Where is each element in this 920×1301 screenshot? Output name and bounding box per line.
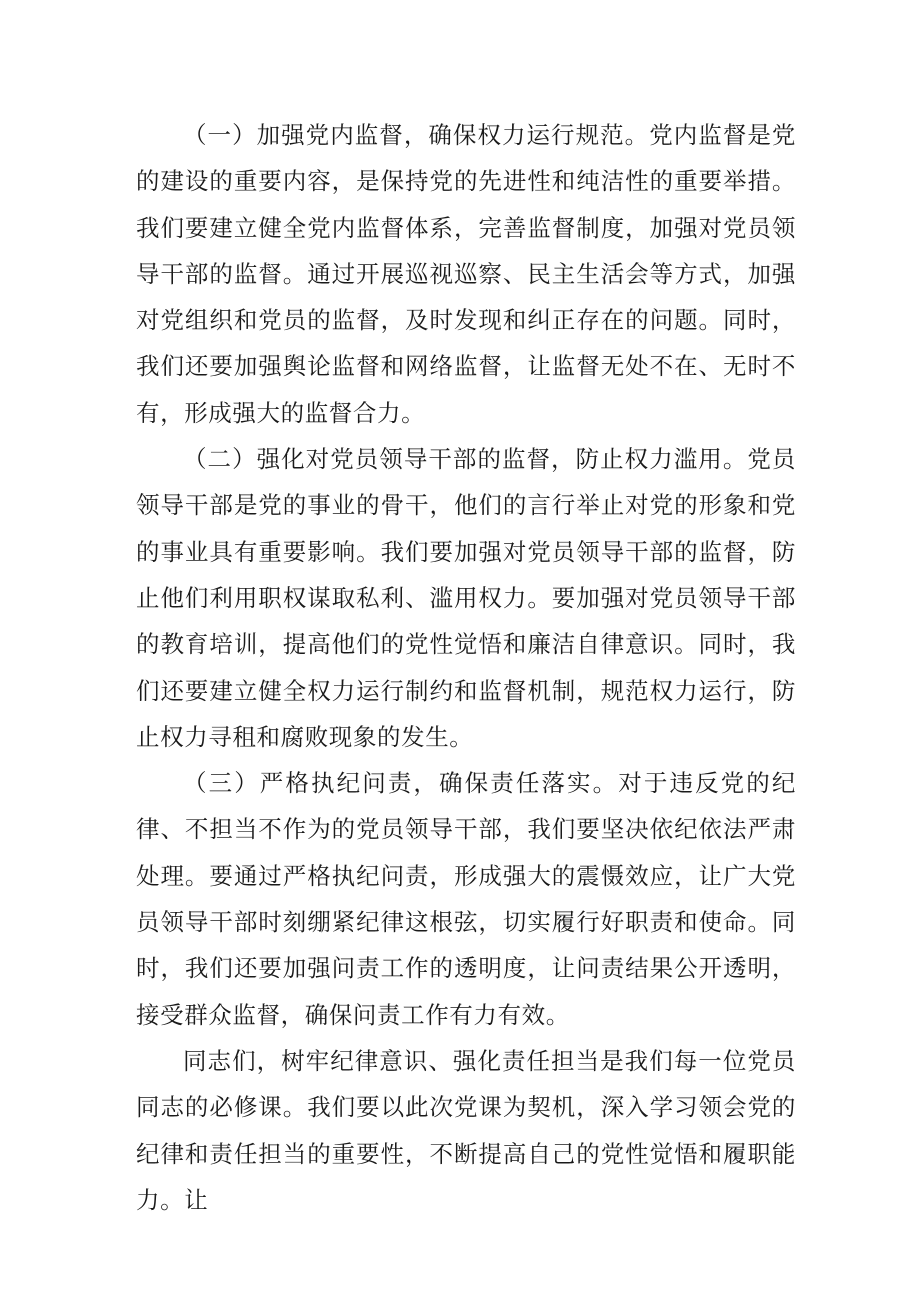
paragraph-comrades-closing: 同志们，树牢纪律意识、强化责任担当是我们每一位党员同志的必修课。我们要以此次党课为契机，深入学习领会党的纪律和责任担当的重要性，不断提高自己的党性觉悟和履职能力。让 [136, 1046, 796, 1214]
paragraph-supervise-leading-cadres: （二）强化对党员领导干部的监督，防止权力滥用。党员领导干部是党的事业的骨干，他们的言行举止对党的形象和党的事业具有重要影响。我们要加强对党员领导干部的监督，防止他们利用职权谋取私利、滥用权力。要加强对党员领导干部的教育培训，提高他们的党性觉悟和廉洁自律意识。同时，我们还要建立健全权力运行制约和监督机制，规范权力运行，防止权力寻租和腐败现象的发生。 [136, 445, 796, 751]
paragraph-strengthen-internal-supervision: （一）加强党内监督，确保权力运行规范。党内监督是党的建设的重要内容，是保持党的先进性和纯洁性的重要举措。我们要建立健全党内监督体系，完善监督制度，加强对党员领导干部的监督。通过开展巡视巡察、民主生活会等方式，加强对党组织和党员的监督，及时发现和纠正存在的问题。同时，我们还要加强舆论监督和网络监督，让监督无处不在、无时不有，形成强大的监督合力。 [136, 121, 796, 427]
document-body [136, 112, 796, 1223]
paragraph-strict-accountability: （三）严格执纪问责，确保责任落实。对于违反党的纪律、不担当不作为的党员领导干部，我们要坚决依纪依法严肃处理。要通过严格执纪问责，形成强大的震慑效应，让广大党员领导干部时刻绷紧纪律这根弦，切实履行好职责和使命。同时，我们还要加强问责工作的透明度，让问责结果公开透明，接受群众监督，确保问责工作有力有效。 [136, 769, 796, 1029]
